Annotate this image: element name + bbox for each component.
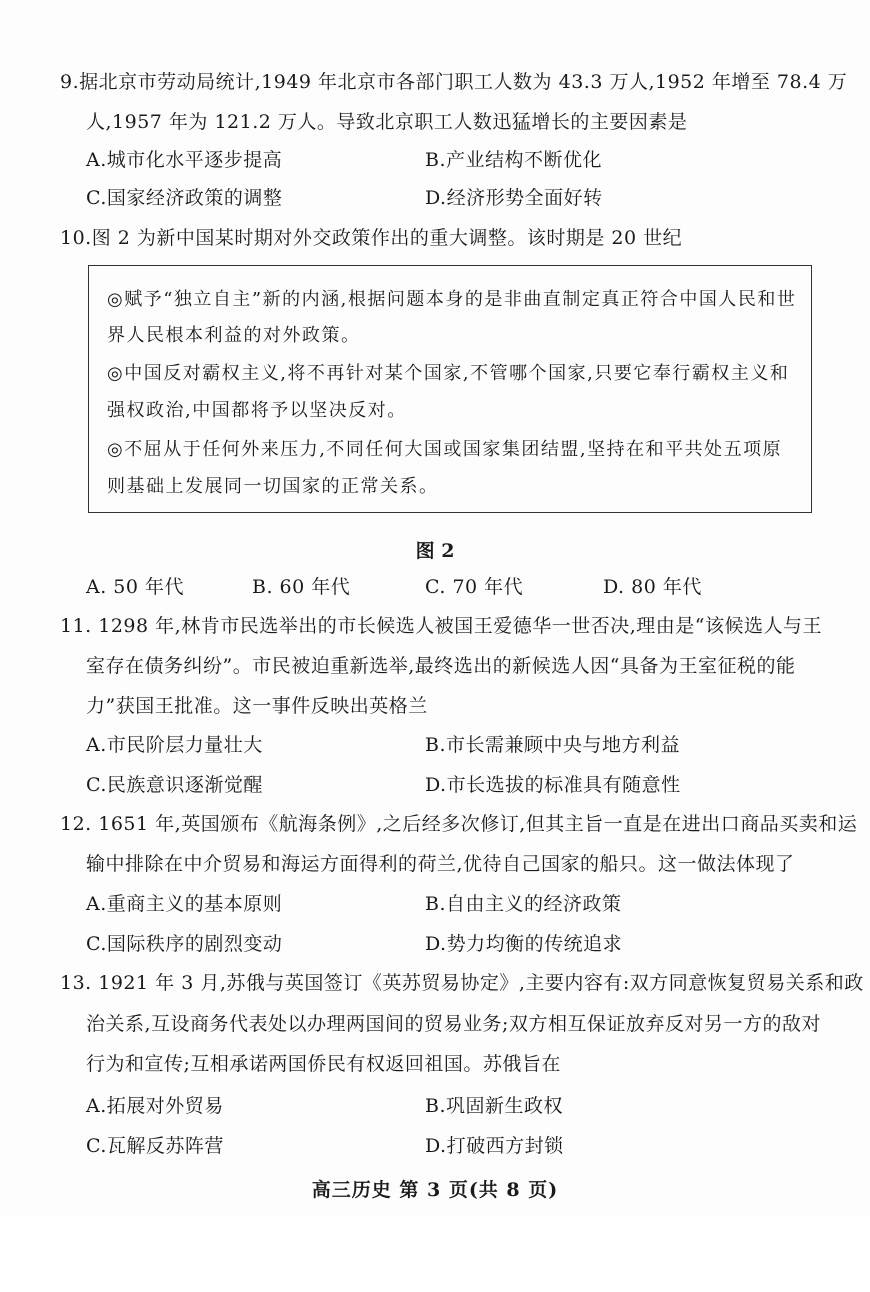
q9-option-a: A.城市化水平逐步提高 [86, 149, 283, 171]
q10-stem: 10.图 2 为新中国某时期对外交政策作出的重大调整。该时期是 20 世纪 [60, 227, 683, 249]
q9-option-b: B.产业结构不断优化 [425, 149, 603, 171]
q9-stem-line1: 9.据北京市劳动局统计,1949 年北京市各部门职工人数为 43.3 万人,1952 年增至 78.4 万 [60, 71, 848, 93]
q12-stem-line2: 输中排除在中介贸易和海运方面得利的荷兰,优待自己国家的船只。这一做法体现了 [86, 853, 795, 875]
q13-stem-line1: 13. 1921 年 3 月,苏俄与英国签订《英苏贸易协定》,主要内容有:双方同意恢复贸易关系和政 [60, 972, 864, 994]
figure-2-box [88, 265, 812, 513]
q13-stem-line3: 行为和宣传;互相承诺两国侨民有权返回祖国。苏俄旨在 [86, 1053, 561, 1075]
q10-option-b: B. 60 年代 [252, 576, 351, 598]
box-line-6: 则基础上发展同一切国家的正常关系。 [107, 476, 439, 497]
q11-option-c: C.民族意识逐渐觉醒 [86, 774, 263, 796]
q11-stem-line1: 11. 1298 年,林肯市民选举出的市长候选人被国王爱德华一世否决,理由是“该候选人与王 [60, 615, 822, 637]
q11-stem-line3: 力”获国王批准。这一事件反映出英格兰 [86, 695, 428, 717]
q9-stem-line2: 人,1957 年为 121.2 万人。导致北京职工人数迅猛增长的主要因素是 [86, 111, 688, 133]
q11-option-b: B.市长需兼顾中央与地方利益 [425, 734, 681, 756]
q12-option-d: D.势力均衡的传统追求 [425, 933, 623, 955]
figure-2-caption: 图 2 [415, 540, 455, 562]
q9-option-c: C.国家经济政策的调整 [86, 187, 283, 209]
box-line-4: 强权政治,中国都将予以坚决反对。 [107, 400, 407, 421]
q10-option-a: A. 50 年代 [86, 576, 185, 598]
box-line-2: 界人民根本利益的对外政策。 [107, 325, 361, 346]
q12-option-a: A.重商主义的基本原则 [86, 893, 283, 915]
box-line-1: ◎赋予“独立自主”新的内涵,根据问题本身的是非曲直制定真正符合中国人民和世 [107, 289, 797, 310]
q13-option-a: A.拓展对外贸易 [86, 1095, 224, 1117]
q11-stem-line2: 室存在债务纠纷”。市民被迫重新选举,最终选出的新候选人因“具备为王室征税的能 [86, 655, 796, 677]
q12-option-b: B.自由主义的经济政策 [425, 893, 622, 915]
q13-option-d: D.打破西方封锁 [425, 1135, 564, 1157]
blank-margin [0, 1215, 870, 1292]
q10-option-c: C. 70 年代 [425, 576, 524, 598]
q11-option-d: D.市长选拔的标准具有随意性 [425, 774, 681, 796]
q13-stem-line2: 治关系,互设商务代表处以办理两国间的贸易业务;双方相互保证放弃反对另一方的敌对 [86, 1013, 821, 1035]
q10-option-d: D. 80 年代 [603, 576, 702, 598]
q13-option-c: C.瓦解反苏阵营 [86, 1135, 224, 1157]
q9-option-d: D.经济形势全面好转 [425, 187, 603, 209]
q11-option-a: A.市民阶层力量壮大 [86, 734, 263, 756]
q12-stem-line1: 12. 1651 年,英国颁布《航海条例》,之后经多次修订,但其主旨一直是在进出口商品买卖和运 [60, 813, 858, 835]
box-line-5: ◎不屈从于任何外来压力,不同任何大国或国家集团结盟,坚持在和平共处五项原 [107, 439, 783, 460]
q12-option-c: C.国际秩序的剧烈变动 [86, 933, 283, 955]
box-line-3: ◎中国反对霸权主义,将不再针对某个国家,不管哪个国家,只要它奉行霸权主义和 [107, 363, 790, 384]
q13-option-b: B.巩固新生政权 [425, 1095, 564, 1117]
page-footer: 高三历史 第 3 页(共 8 页) [311, 1179, 559, 1201]
